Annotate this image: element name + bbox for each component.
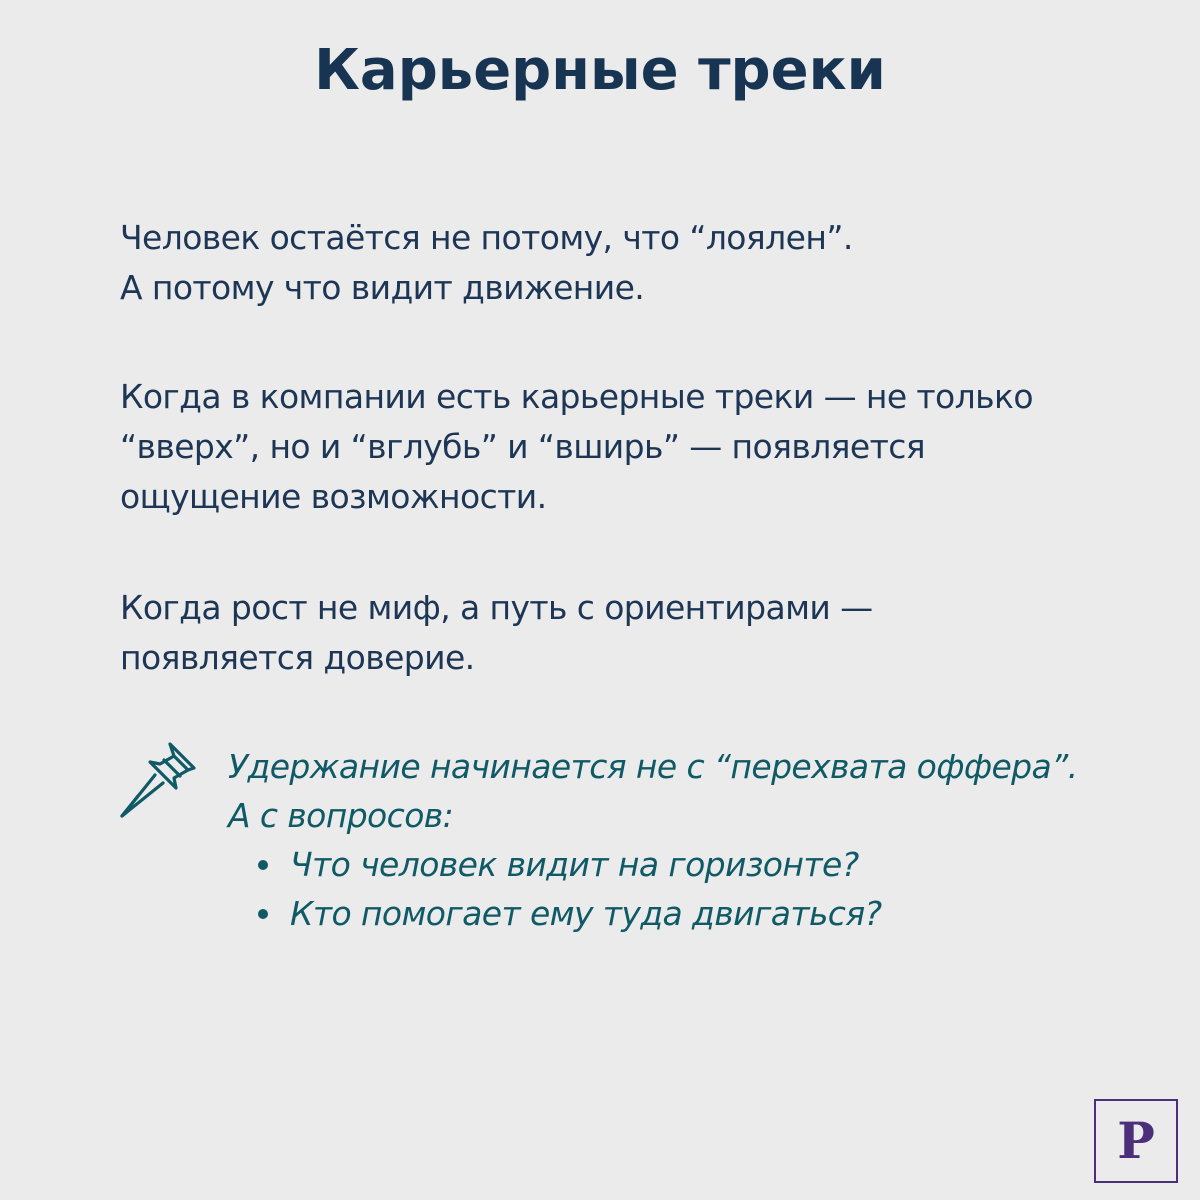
paragraph-line: Человек остаётся не потому, что “лоялен”.	[120, 218, 853, 257]
paragraph-line: А потому что видит движение.	[120, 268, 645, 307]
list-item	[228, 840, 1098, 889]
paragraph-line: Когда в компании есть карьерные треки — не только	[120, 377, 1033, 416]
bullet-dot	[258, 909, 268, 919]
logo-letter: P	[1117, 1111, 1155, 1170]
paragraph-line: ощущение возможности.	[120, 477, 547, 516]
list-item-text: Что человек видит на горизонте?	[290, 845, 859, 884]
paragraph-1	[120, 213, 1100, 313]
pushpin-icon	[120, 740, 198, 820]
list-item-text: Кто помогает ему туда двигаться?	[290, 894, 882, 933]
paragraph-line: “вверх”, но и “вглубь” и “вширь” — появляется	[120, 427, 926, 466]
paragraph-2	[120, 372, 1100, 522]
paragraph-line: появляется доверие.	[120, 638, 475, 677]
bullet-dot	[258, 860, 268, 870]
brand-logo	[1094, 1099, 1178, 1183]
note-callout	[120, 740, 1100, 940]
page-title: Карьерные треки	[314, 38, 886, 103]
paragraph-line: Когда рост не миф, а путь с ориентирами —	[120, 588, 873, 627]
question-list	[228, 840, 1098, 938]
note-line: Удержание начинается не с “перехвата оффера”.	[228, 747, 1078, 786]
note-line: А с вопросов:	[228, 796, 454, 835]
paragraph-3	[120, 583, 1100, 683]
note-text	[228, 742, 1098, 938]
list-item	[228, 889, 1098, 938]
